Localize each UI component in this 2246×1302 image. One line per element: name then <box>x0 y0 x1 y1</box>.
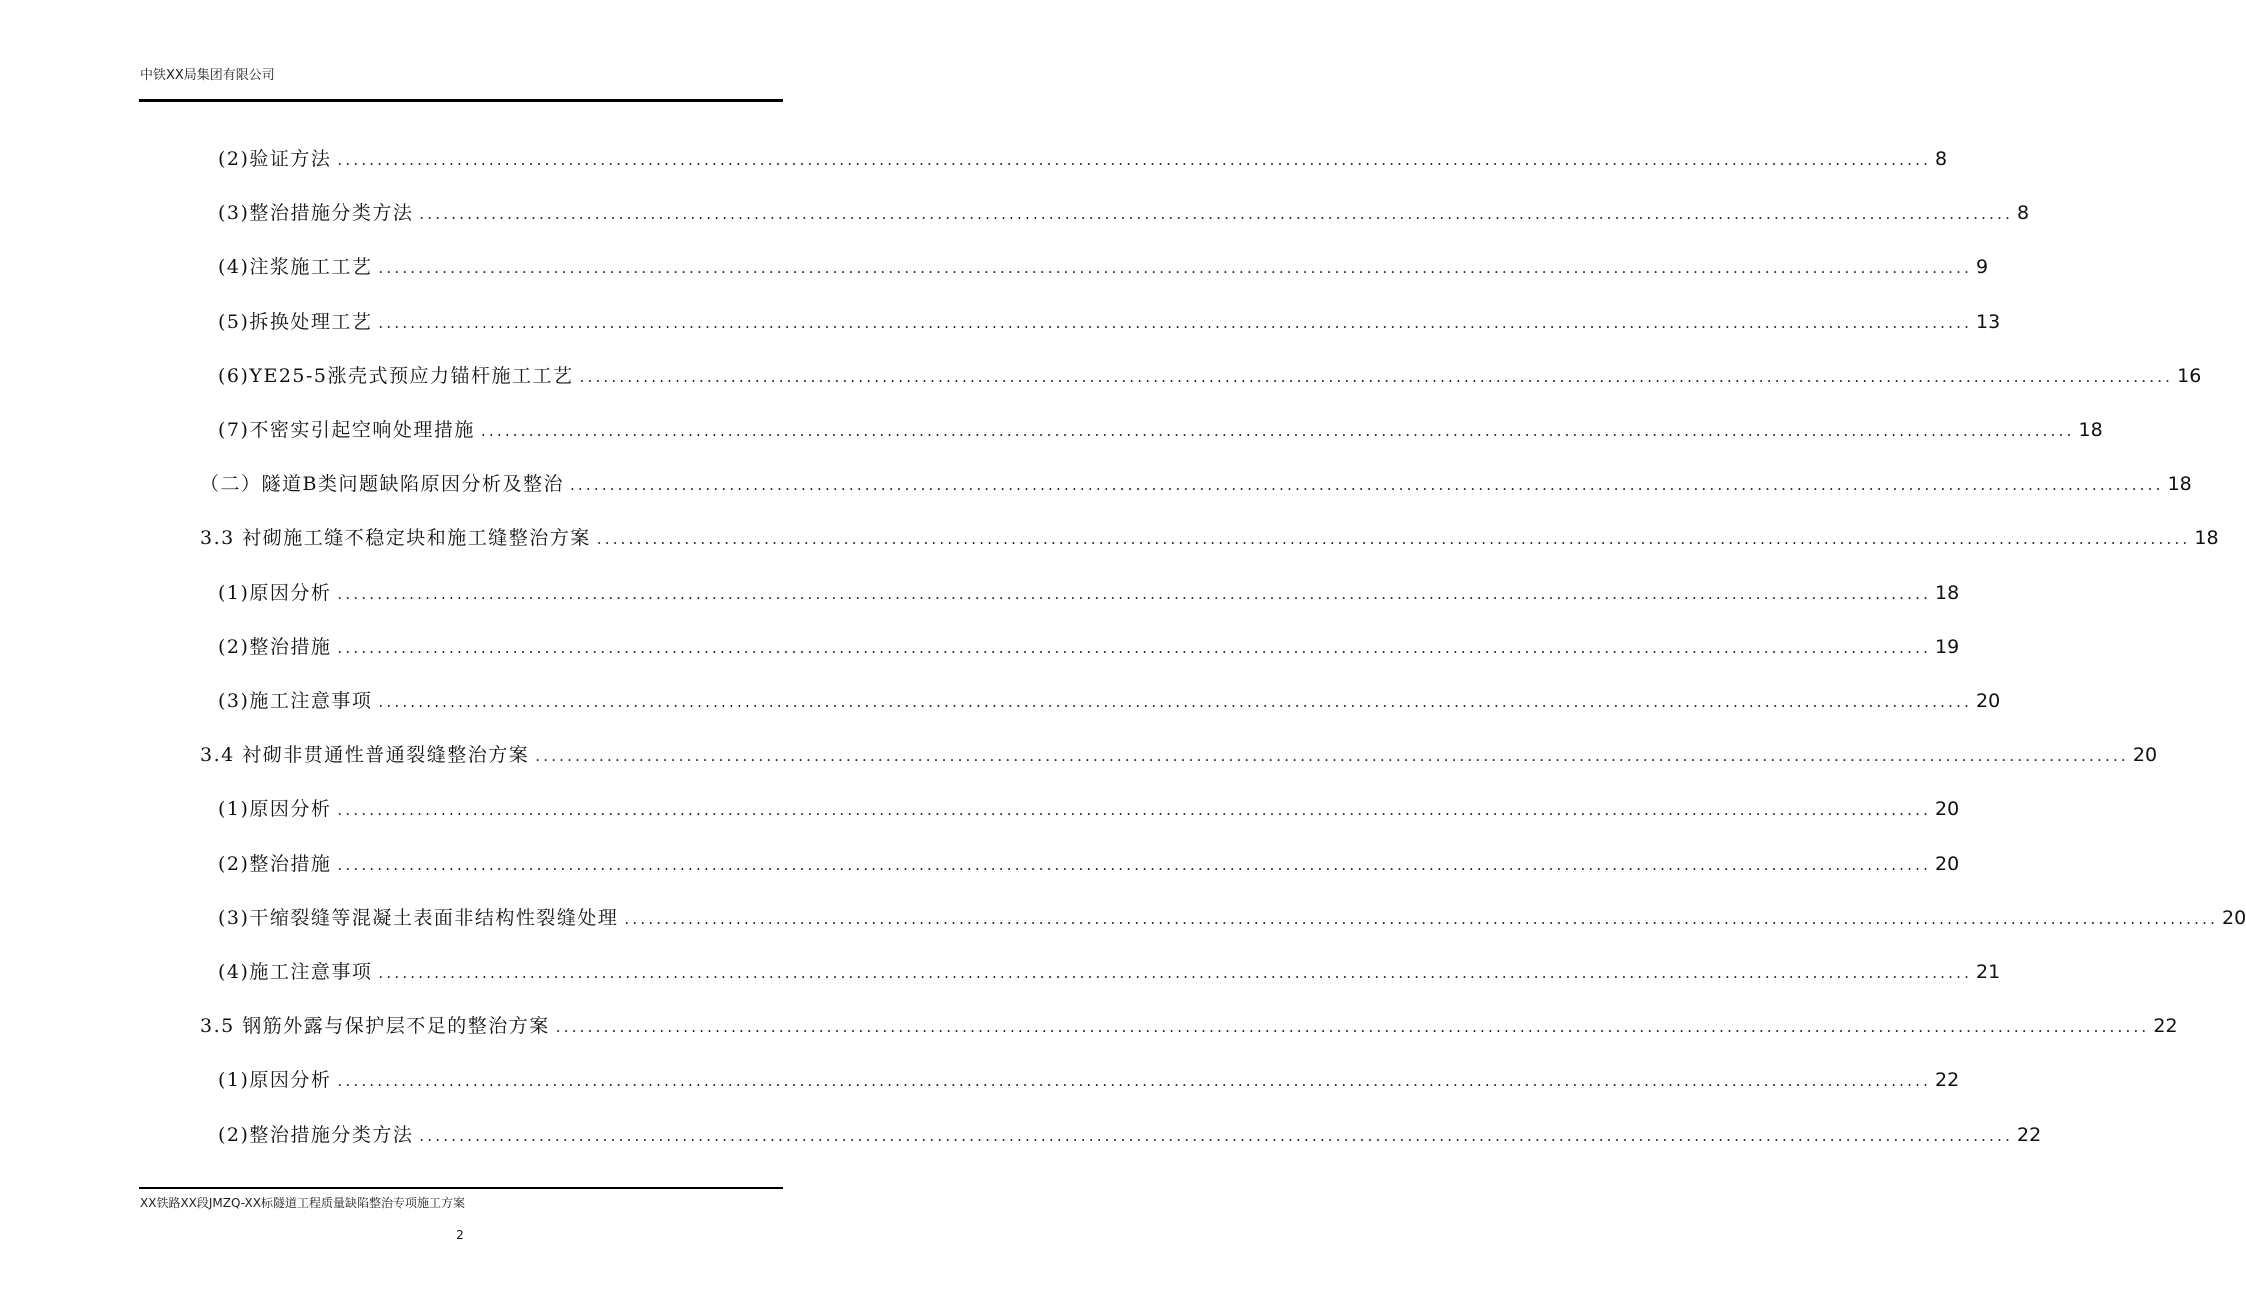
toc-entry[interactable] <box>218 1118 2042 1152</box>
toc-entry-page: 9 <box>1976 256 1989 279</box>
toc-dot-leader: ........................................................................................................................................................................................................ <box>378 693 1973 711</box>
toc-dot-leader: ........................................................................................................................................................................................................ <box>624 909 2219 928</box>
toc-entry-page: 22 <box>1935 1069 1960 1092</box>
toc-entry-page: 20 <box>1935 852 1960 875</box>
toc-entry-label: 3.3 衬砌施工缝不稳定块和施工缝整治方案 <box>200 527 591 550</box>
toc-dot-leader: ........................................................................................................................................................................................................ <box>378 313 1973 332</box>
toc-entry-label: (2)验证方法 <box>218 148 332 170</box>
toc-entry-label: (2)整治措施 <box>218 852 332 875</box>
toc-dot-leader: ........................................................................................................................................................................................................ <box>378 259 1973 278</box>
header-company: 中铁XX局集团有限公司 <box>140 68 275 83</box>
toc-entry-label: (1)原因分析 <box>218 1069 332 1092</box>
toc-entry-label: (4)注浆施工工艺 <box>218 256 373 279</box>
toc-dot-leader: ........................................................................................................................................................................................................ <box>337 151 1932 169</box>
toc-entry[interactable] <box>218 1063 1960 1097</box>
toc-entry[interactable] <box>218 250 1989 284</box>
page-number: 2 <box>456 1228 464 1242</box>
toc-entry-page: 20 <box>1935 798 1960 821</box>
toc-entry-label: (3)干缩裂缝等混凝土表面非结构性裂缝处理 <box>218 906 619 929</box>
toc-dot-leader: ........................................................................................................................................................................................................ <box>419 1126 2014 1145</box>
toc-entry[interactable] <box>218 142 1948 176</box>
toc-entry-page: 13 <box>1976 310 2001 333</box>
toc-entry-page: 20 <box>2222 906 2246 929</box>
toc-entry-page: 20 <box>2132 744 2158 767</box>
toc-entry[interactable] <box>218 955 2001 989</box>
toc-entry[interactable] <box>218 359 2202 393</box>
toc-entry-page: 16 <box>2177 364 2202 387</box>
toc-entry-page: 8 <box>1935 148 1948 170</box>
toc-entry[interactable] <box>200 738 2158 772</box>
toc-entry-page: 18 <box>2194 527 2219 550</box>
toc-entry-label: (1)原因分析 <box>218 581 332 604</box>
toc-dot-leader: ........................................................................................................................................................................................................ <box>579 367 2174 386</box>
toc-entry[interactable] <box>218 305 2001 339</box>
toc-dot-leader: ........................................................................................................................................................................................................ <box>337 584 1932 603</box>
toc-entry[interactable] <box>218 684 2001 718</box>
toc-entry-page: 18 <box>1935 581 1960 604</box>
toc-entry-label: (2)整治措施 <box>218 635 332 658</box>
toc-entry-label: (3)整治措施分类方法 <box>218 202 414 225</box>
toc-dot-leader: ........................................................................................................................................................................................................ <box>569 476 2164 495</box>
toc-entry[interactable] <box>218 196 2030 230</box>
toc-entry[interactable] <box>218 413 2103 447</box>
toc-entry-label: (2)整治措施分类方法 <box>218 1123 414 1146</box>
toc-entry-page: 22 <box>2153 1015 2178 1038</box>
toc-entry-page: 21 <box>1976 961 2001 983</box>
toc-entry-label: (3)施工注意事项 <box>218 690 373 712</box>
toc-dot-leader: ........................................................................................................................................................................................................ <box>337 801 1932 820</box>
toc-entry[interactable] <box>200 1009 2178 1043</box>
toc-dot-leader: ........................................................................................................................................................................................................ <box>337 638 1932 657</box>
toc-entry-label: （二）隧道B类问题缺陷原因分析及整治 <box>200 473 564 496</box>
footer-document-title: XX铁路XX段JMZQ-XX标隧道工程质量缺陷整治专项施工方案 <box>140 1196 465 1210</box>
toc-dot-leader: ........................................................................................................................................................................................................ <box>555 1018 2150 1037</box>
toc-entry-page: 22 <box>2017 1123 2042 1146</box>
toc-entry[interactable] <box>218 576 1960 610</box>
toc-dot-leader: ........................................................................................................................................................................................................ <box>419 205 2014 224</box>
toc-entry-page: 8 <box>2017 202 2030 225</box>
toc-entry-page: 18 <box>2167 473 2192 496</box>
toc-entry[interactable] <box>218 901 2246 935</box>
toc-entry-label: (4)施工注意事项 <box>218 961 373 983</box>
footer-divider <box>139 1187 783 1189</box>
toc-dot-leader: ........................................................................................................................................................................................................ <box>596 530 2191 549</box>
toc-entry-label: (7)不密实引起空响处理措施 <box>218 419 475 441</box>
toc-entry-page: 20 <box>1976 690 2001 712</box>
toc-entry-label: 3.5 钢筋外露与保护层不足的整治方案 <box>200 1015 550 1038</box>
toc-entry-label: (5)拆换处理工艺 <box>218 310 373 333</box>
toc-dot-leader: ........................................................................................................................................................................................................ <box>337 1072 1932 1091</box>
toc-entry[interactable] <box>218 792 1960 826</box>
header-divider <box>139 99 783 102</box>
toc-entry-label: (1)原因分析 <box>218 798 332 821</box>
toc-entry[interactable] <box>200 521 2219 555</box>
toc-entry-label: 3.4 衬砌非贯通性普通裂缝整治方案 <box>200 744 530 767</box>
toc-dot-leader: ........................................................................................................................................................................................................ <box>378 964 1973 982</box>
toc-dot-leader: ........................................................................................................................................................................................................ <box>480 422 2075 440</box>
toc-dot-leader: ........................................................................................................................................................................................................ <box>337 855 1932 874</box>
toc-entry-label: (6)YE25-5涨壳式预应力锚杆施工工艺 <box>218 364 574 387</box>
toc-entry[interactable] <box>200 467 2192 501</box>
toc-entry[interactable] <box>218 847 1960 881</box>
toc-entry-page: 18 <box>2078 419 2103 441</box>
toc-entry[interactable] <box>218 630 1960 664</box>
toc-entry-page: 19 <box>1935 635 1960 658</box>
toc-dot-leader: ........................................................................................................................................................................................................ <box>535 747 2129 766</box>
